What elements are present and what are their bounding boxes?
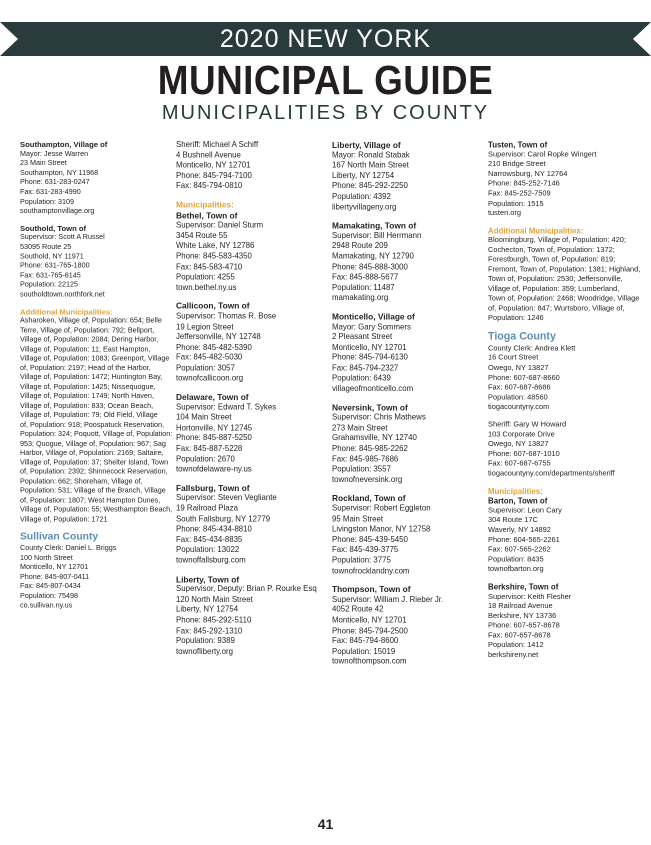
detail-line: townoffallsburg.com: [176, 555, 246, 565]
list-line: Village of, Population: 833; Ocean Beach,: [20, 401, 154, 410]
detail-line: 120 North Main Street: [176, 594, 253, 604]
detail-line: Livingston Manor, NY 12758: [332, 524, 431, 534]
detail-line: Southampton, NY 11968: [20, 168, 99, 177]
list-line: Asharoken, Village of, Population: 654; Belle: [20, 316, 162, 325]
detail-line: 167 North Main Street: [332, 160, 409, 170]
additional-municipalities-list: [488, 235, 641, 324]
municipality-name: Callicoon, Town of: [176, 301, 250, 311]
detail-line: Phone: 845-888-3000: [332, 262, 408, 271]
list-line: Village of, Population: 1721: [20, 514, 108, 523]
list-line: Village of, Population: 1749; North Haven,: [20, 391, 154, 401]
detail-line: Phone: 604-565-2261: [488, 535, 560, 544]
detail-line: Supervisor: Robert Eggleton: [332, 503, 431, 513]
detail-line: Phone: 845-794-7100: [176, 171, 252, 180]
detail-line: Sheriff: Gary W Howard: [488, 419, 567, 429]
detail-line: 23 Main Street: [20, 159, 67, 168]
detail-line: southamptonvillage.org: [20, 206, 95, 215]
detail-line: Population: 2670: [176, 454, 235, 464]
list-line: Village of, Population: 55; Westhampton Beach,: [20, 505, 173, 514]
detail-line: Phone: 845-252-7146: [488, 179, 560, 188]
detail-line: Fax: 845-887-5228: [176, 444, 243, 453]
detail-line: Fax: 845-482-5030: [176, 353, 243, 362]
detail-line: 304 Route 17C: [488, 515, 538, 525]
column-1: [20, 140, 173, 618]
detail-line: 4052 Route 42: [332, 605, 384, 614]
detail-line: Mayor: Ronald Stabak: [332, 150, 410, 160]
detail-line: Monticello, NY 12701: [176, 160, 251, 170]
detail-line: Fax: 845-434-8835: [176, 534, 243, 544]
detail-line: Monticello, NY 12701: [332, 342, 407, 352]
detail-line: County Clerk: Andrea Klett: [488, 343, 576, 353]
municipality-name: Delaware, Town of: [176, 392, 249, 402]
column-3: [332, 140, 484, 675]
municipality-entry: [488, 140, 632, 219]
detail-line: Population: 11487: [332, 282, 395, 292]
list-line: Village of, Population: 1425; Nissequogue,: [20, 382, 156, 391]
detail-line: Fax: 607-687-6755: [488, 459, 551, 468]
detail-line: 100 North Street: [20, 553, 73, 562]
detail-line: Mayor: Gary Sommers: [332, 321, 411, 331]
detail-line: townofrocklandny.com: [332, 566, 410, 575]
detail-line: Phone: 845-794-6130: [332, 353, 408, 362]
detail-line: Phone: 845-292-2250: [332, 181, 408, 191]
detail-line: Hortonville, NY 12745: [176, 423, 253, 433]
detail-line: Population: 1515: [488, 198, 544, 208]
detail-line: White Lake, NY 12786: [176, 241, 255, 251]
list-line: of, Population: 1807; West Hampton Dunes,: [20, 495, 161, 504]
detail-line: Fax: 631-283-4990: [20, 187, 81, 196]
detail-line: Phone: 845-292-5110: [176, 615, 252, 625]
detail-line: Fax: 845-794-2327: [332, 363, 399, 373]
list-line: Village of, Population: 1472; Huntington Bay,: [20, 373, 163, 382]
detail-line: 104 Main Street: [176, 412, 232, 422]
detail-line: Owego, NY 13827: [488, 363, 549, 372]
detail-line: Phone: 607-687-8660: [488, 373, 560, 382]
detail-line: Population: 75498: [20, 591, 79, 600]
municipality-entry: [488, 344, 632, 413]
detail-line: Supervisor: Bill Herrmann: [332, 230, 422, 240]
detail-line: Population: 3109: [20, 197, 75, 206]
detail-line: Phone: 845-434-8810: [176, 524, 252, 534]
section-heading: Municipalities:: [488, 486, 543, 496]
detail-line: Fax: 607-657-8678: [488, 631, 551, 640]
detail-line: Population: 48560: [488, 392, 548, 402]
detail-line: southoldtown.northfork.net: [20, 290, 105, 299]
detail-line: Fax: 607-687-8686: [488, 383, 551, 392]
detail-line: Monticello, NY 12701: [20, 562, 89, 572]
page-number: 41: [317, 816, 334, 832]
list-line: Village of, Population: 37; Shelter Island, Town: [20, 458, 169, 467]
detail-line: Monticello, NY 12701: [332, 615, 407, 625]
detail-line: Fax: 845-794-0810: [176, 181, 243, 191]
detail-line: 2948 Route 209: [332, 241, 388, 251]
detail-line: Phone: 631-765-1800: [20, 261, 90, 270]
detail-line: Berkshire, NY 13736: [488, 611, 557, 620]
detail-line: 273 Main Street: [332, 423, 388, 433]
detail-line: 18 Railroad Avenue: [488, 601, 553, 610]
detail-line: Supervisor: Daniel Sturm: [176, 220, 264, 230]
detail-line: libertyvillageny.org: [332, 202, 397, 212]
municipality-entry: [332, 312, 484, 395]
detail-line: Supervisor: Keith Flesher: [488, 591, 572, 601]
municipality-name: Mamakating, Town of: [332, 220, 417, 231]
detail-line: tiogacountyny.com: [488, 402, 550, 412]
detail-line: Fax: 845-888-5677: [332, 272, 399, 282]
detail-line: Fax: 845-985-7686: [332, 454, 399, 464]
column-4: [488, 140, 641, 668]
column-2: [176, 140, 328, 665]
detail-line: town.bethel.ny.us: [176, 282, 237, 292]
detail-line: Jeffersonville, NY 12748: [176, 332, 261, 342]
municipality-entry: [332, 584, 484, 667]
detail-line: Sheriff: Michael A Schiff: [176, 140, 259, 149]
list-line: Population: 662; Shoreham, Village of,: [20, 476, 143, 486]
municipality-entry: [20, 544, 159, 611]
detail-line: Phone: 845-887-5250: [176, 433, 252, 443]
list-line: Town of, Population: 2530; Jeffersonville,: [488, 274, 623, 284]
detail-line: 103 Corporate Drive: [488, 429, 555, 439]
detail-line: Supervisor: Leon Cary: [488, 505, 562, 515]
list-line: Population: 1246: [488, 313, 544, 322]
detail-line: 4 Bushnell Avenue: [176, 150, 241, 160]
detail-line: townofliberty.org: [176, 646, 233, 656]
detail-line: Waverly, NY 14892: [488, 525, 551, 534]
detail-line: Phone: 607-657-8678: [488, 621, 560, 630]
detail-line: townofbarton.org: [488, 564, 544, 574]
detail-line: villageofmonticello.com: [332, 384, 414, 394]
section-heading: Additional Municipalities:: [20, 306, 113, 316]
detail-line: Phone: 607-687-1010: [488, 449, 560, 458]
detail-line: 19 Railroad Plaza: [176, 503, 238, 513]
detail-line: Fax: 607-565-2262: [488, 545, 551, 554]
county-heading: Sullivan County: [20, 531, 99, 543]
list-line: Terre, Village of, Population: 792; Bellport,: [20, 325, 155, 334]
municipality-name: Bethel, Town of: [176, 210, 238, 220]
detail-line: Owego, NY 13827: [488, 439, 549, 448]
list-line: of, Population: 2197; Head of the Harbor,: [20, 363, 151, 372]
detail-line: tusten.org: [488, 208, 521, 218]
detail-line: Phone: 845-482-5390: [176, 342, 252, 352]
list-line: of, Population: 2392; Shinnecock Reservation,: [20, 467, 168, 476]
municipality-entry: [176, 574, 328, 657]
list-line: Harbor, Village of, Population: 2169; Saltaire,: [20, 448, 164, 457]
municipality-entry: [176, 210, 328, 293]
detail-line: Fax: 845-794-8600: [332, 636, 399, 646]
detail-line: Supervisor, Deputy: Brian P. Rourke Esq: [176, 584, 317, 594]
detail-line: Population: 13022: [176, 545, 240, 555]
detail-line: Supervisor: Scott A Russel: [20, 232, 105, 242]
detail-line: Population: 9389: [176, 636, 235, 646]
municipality-entry: [332, 402, 484, 485]
municipality-entry: [488, 582, 632, 661]
municipality-entry: [488, 420, 632, 479]
detail-line: Supervisor: Carol Ropke Wingert: [488, 149, 597, 159]
section-heading: Municipalities:: [176, 199, 234, 210]
detail-line: Liberty, NY 12754: [176, 605, 239, 614]
detail-line: Population: 4255: [176, 272, 235, 282]
detail-line: Liberty, NY 12754: [332, 171, 395, 180]
detail-line: co.sullivan.ny.us: [20, 601, 73, 610]
detail-line: County Clerk: Daniel L. Briggs: [20, 543, 117, 553]
detail-line: 2 Pleasant Street: [332, 332, 393, 342]
municipality-name: Barton, Town of: [488, 496, 548, 506]
detail-line: townofdelaware-ny.us: [176, 464, 252, 474]
detail-line: Population: 3057: [176, 363, 235, 373]
detail-line: Phone: 845-583-4350: [176, 251, 252, 261]
detail-line: tiogacountyny.com/departments/sheriff: [488, 468, 615, 478]
municipality-name: Tusten, Town of: [488, 140, 548, 150]
detail-line: Grahamsville, NY 12740: [332, 433, 417, 443]
list-line: Fremont, Town of, Population: 1381; Highland,: [488, 264, 641, 274]
list-line: Bloomingburg, Village of, Population: 420;: [488, 235, 626, 245]
municipality-entry: [176, 392, 328, 475]
list-line: Village of, Population: 1083; Greenport, Village: [20, 354, 170, 363]
municipality-name: Liberty, Town of: [176, 573, 240, 584]
list-line: Forestburgh, Town of, Population: 819;: [488, 255, 616, 264]
detail-line: Population: 4392: [332, 191, 391, 201]
list-line: Village of, Population: 11; East Hampton,: [20, 344, 151, 353]
detail-line: Phone: 845-794-2500: [332, 625, 408, 635]
detail-line: Fax: 845-292-1310: [176, 625, 243, 635]
list-line: Population: 531; Village of the Branch, Village: [20, 486, 166, 495]
detail-line: Mamakating, NY 12790: [332, 251, 414, 261]
detail-line: Population: 15019: [332, 646, 396, 656]
detail-line: Supervisor: William J. Rieber Jr.: [332, 594, 444, 604]
detail-line: 19 Legion Street: [176, 321, 234, 331]
detail-line: Population: 1412: [488, 640, 544, 650]
municipality-name: Neversink, Town of: [332, 402, 408, 413]
list-line: of, Population: 918; Poospatuck Reservation,: [20, 420, 165, 429]
list-line: Village of, Population: 2084; Dering Harbor,: [20, 335, 159, 344]
detail-line: townofthompson.com: [332, 657, 407, 666]
detail-line: townofcallicoon.org: [176, 373, 244, 383]
banner-title: 2020 NEW YORK: [219, 25, 432, 53]
municipality-name: Rockland, Town of: [332, 493, 406, 504]
detail-line: Supervisor: Steven Vegliante: [176, 493, 277, 503]
detail-line: Population: 3775: [332, 555, 391, 565]
section-heading: Additional Municipalities:: [488, 225, 584, 236]
detail-line: Fax: 845-807-0434: [20, 582, 81, 591]
municipality-entry: [488, 496, 632, 575]
municipality-name: Monticello, Village of: [332, 311, 415, 322]
detail-line: Supervisor: Edward T. Sykes: [176, 402, 277, 412]
municipality-entry: [176, 301, 328, 384]
detail-line: Southold, NY 11971: [20, 252, 84, 261]
detail-line: South Fallsburg, NY 12779: [176, 514, 271, 524]
detail-line: 95 Main Street: [332, 514, 384, 524]
list-line: Village of, Population: 359; Lumberland,: [488, 284, 620, 293]
municipality-name: Southampton, Village of: [20, 140, 108, 149]
detail-line: berkshireny.net: [488, 650, 539, 660]
page-title: MUNICIPAL GUIDE: [157, 57, 494, 103]
detail-line: 16 Court Street: [488, 353, 539, 362]
detail-line: Mayor: Jesse Warren: [20, 149, 89, 158]
municipality-entry: [332, 493, 484, 576]
municipality-entry: [20, 140, 159, 216]
detail-line: townofneversink.org: [332, 475, 403, 485]
municipality-name: Thompson, Town of: [332, 584, 411, 595]
detail-line: 3454 Route 55: [176, 230, 228, 240]
detail-line: Fax: 845-439-3775: [332, 545, 399, 555]
municipality-entry: [20, 223, 159, 299]
detail-line: Fax: 631-765-6145: [20, 271, 81, 280]
list-line: Village of, Population: 79; Old Field, Village: [20, 410, 158, 419]
detail-line: Supervisor: Chris Mathews: [332, 412, 426, 422]
municipality-name: Berkshire, Town of: [488, 582, 559, 592]
detail-line: Supervisor: Thomas R. Bose: [176, 311, 277, 321]
detail-line: Phone: 631-283-0247: [20, 178, 90, 187]
detail-line: Fax: 845-583-4710: [176, 262, 243, 271]
detail-line: Phone: 845-985-2262: [332, 444, 408, 453]
list-line: 953; Quogue, Village of, Population: 967; Sag: [20, 439, 166, 448]
municipality-name: Southold, Town of: [20, 223, 87, 233]
list-line: Cochecton, Town of, Population: 1372;: [488, 245, 615, 254]
municipality-name: Liberty, Village of: [332, 140, 401, 150]
detail-line: Fax: 845-252-7509: [488, 189, 551, 198]
detail-line: Phone: 845-807-0411: [20, 572, 90, 581]
additional-municipalities-list: [20, 316, 173, 524]
county-heading: Tioga County: [488, 330, 556, 342]
list-line: of, Population: 847; Wurtsboro, Village of,: [488, 303, 625, 313]
list-line: Population: 324; Poquott, Village of, Population:: [20, 429, 173, 438]
municipality-entry: [332, 221, 484, 304]
detail-line: Narrowsburg, NY 12764: [488, 169, 568, 178]
detail-line: mamakating.org: [332, 293, 389, 303]
detail-line: Population: 8435: [488, 554, 544, 564]
detail-line: 53095 Route 25: [20, 242, 72, 251]
municipality-entry: [176, 140, 328, 192]
detail-line: Population: 22125: [20, 280, 79, 289]
detail-line: 210 Bridge Street: [488, 159, 546, 168]
municipality-entry: [176, 483, 328, 566]
list-line: Town of, Population: 2468; Woodridge, Village: [488, 294, 640, 303]
detail-line: Population: 6439: [332, 373, 391, 383]
detail-line: Population: 3557: [332, 464, 391, 474]
municipality-entry: [332, 140, 484, 213]
page-subtitle: MUNICIPALITIES BY COUNTY: [161, 102, 490, 124]
municipality-name: Fallsburg, Town of: [176, 483, 250, 493]
detail-line: Phone: 845-439-5450: [332, 534, 408, 544]
